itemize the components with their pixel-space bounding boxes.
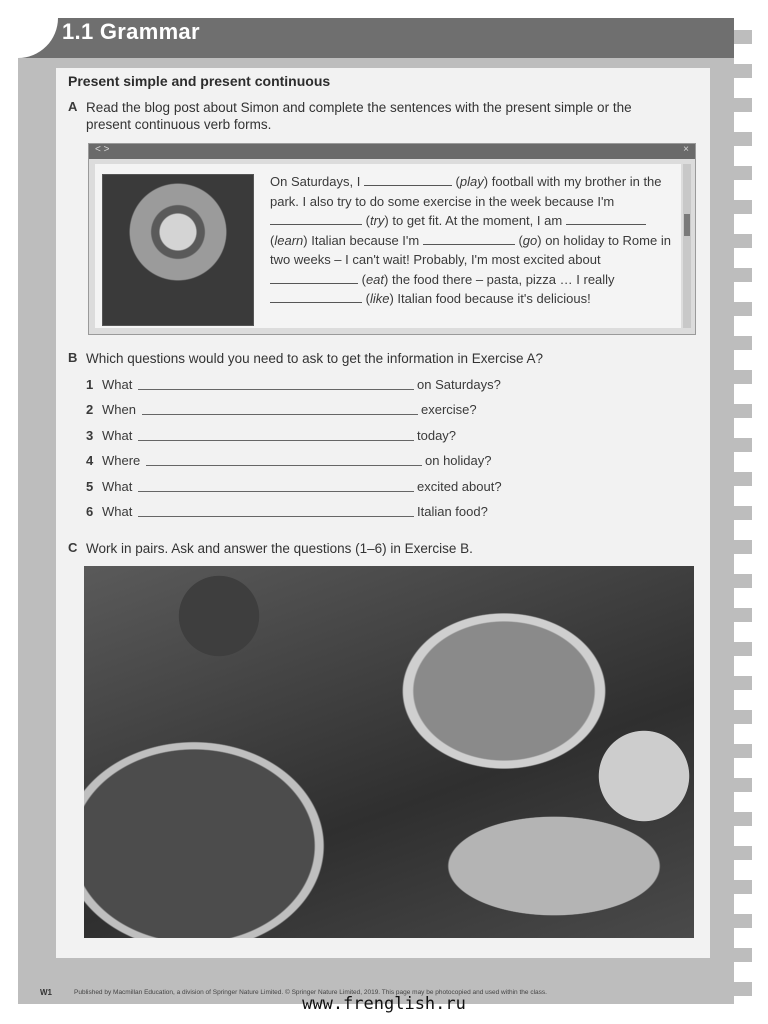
browser-close-icon[interactable]: × [683, 144, 689, 155]
answer-line[interactable] [138, 389, 414, 390]
gap-3[interactable] [566, 212, 646, 225]
exercise-a-letter: A [68, 99, 78, 114]
scrollbar-track[interactable] [683, 164, 691, 328]
copyright-footer: Published by Macmillan Education, a division of Springer Nature Limited. © Springer Nature Limited, 2019. This page may be photocopied and used within the class. [74, 989, 547, 996]
watermark-url: www.frenglish.ru [302, 994, 466, 1014]
gap-2[interactable] [270, 212, 362, 225]
answer-line[interactable] [138, 516, 414, 517]
page-title: 1.1 Grammar [62, 19, 200, 44]
exercise-b-letter: B [68, 350, 78, 365]
scrollbar-thumb[interactable] [684, 214, 690, 236]
question-row: 4 Where on holiday? [86, 453, 492, 468]
exercise-b-instruction: Which questions would you need to ask to get the information in Exercise A? [86, 351, 544, 366]
question-row: 6 What Italian food? [86, 504, 488, 519]
italian-food-photo [84, 566, 694, 938]
answer-line[interactable] [146, 465, 422, 466]
gap-1[interactable] [364, 173, 452, 186]
answer-line[interactable] [142, 414, 418, 415]
question-row: 5 What excited about? [86, 479, 502, 494]
gap-6[interactable] [270, 290, 362, 303]
question-row: 1 What on Saturdays? [86, 377, 501, 392]
exercise-a-instruction: Read the blog post about Simon and complete the sentences with the present simple or the present continuous verb forms. [86, 100, 632, 132]
page-code: W1 [40, 988, 52, 997]
answer-line[interactable] [138, 440, 414, 441]
question-row: 2 When exercise? [86, 402, 477, 417]
question-row: 3 What today? [86, 428, 457, 443]
gap-4[interactable] [423, 232, 515, 245]
exercise-c-instruction: Work in pairs. Ask and answer the questions (1–6) in Exercise B. [86, 541, 473, 556]
gap-5[interactable] [270, 271, 358, 284]
section-heading: Present simple and present continuous [68, 73, 331, 89]
browser-nav-arrows-icon[interactable]: < > [95, 144, 110, 155]
exercise-c-letter: C [68, 540, 78, 555]
page-edge-tabs [734, 24, 758, 1004]
simon-portrait-photo [102, 174, 254, 326]
blog-post-text: On Saturdays, I (play) football with my brother in the park. I also try to do some exercise in the week because I'm (try) to get fit. At the moment, I am (learn) Italian because I'm (go) on holiday to Rome in two weeks – I can't wait! Probably, I'm most excited about (eat) the food there – pasta, pizza … I really (like) Italian food because it's delicious! [270, 174, 671, 306]
browser-title-bar [89, 144, 695, 159]
answer-line[interactable] [138, 491, 414, 492]
